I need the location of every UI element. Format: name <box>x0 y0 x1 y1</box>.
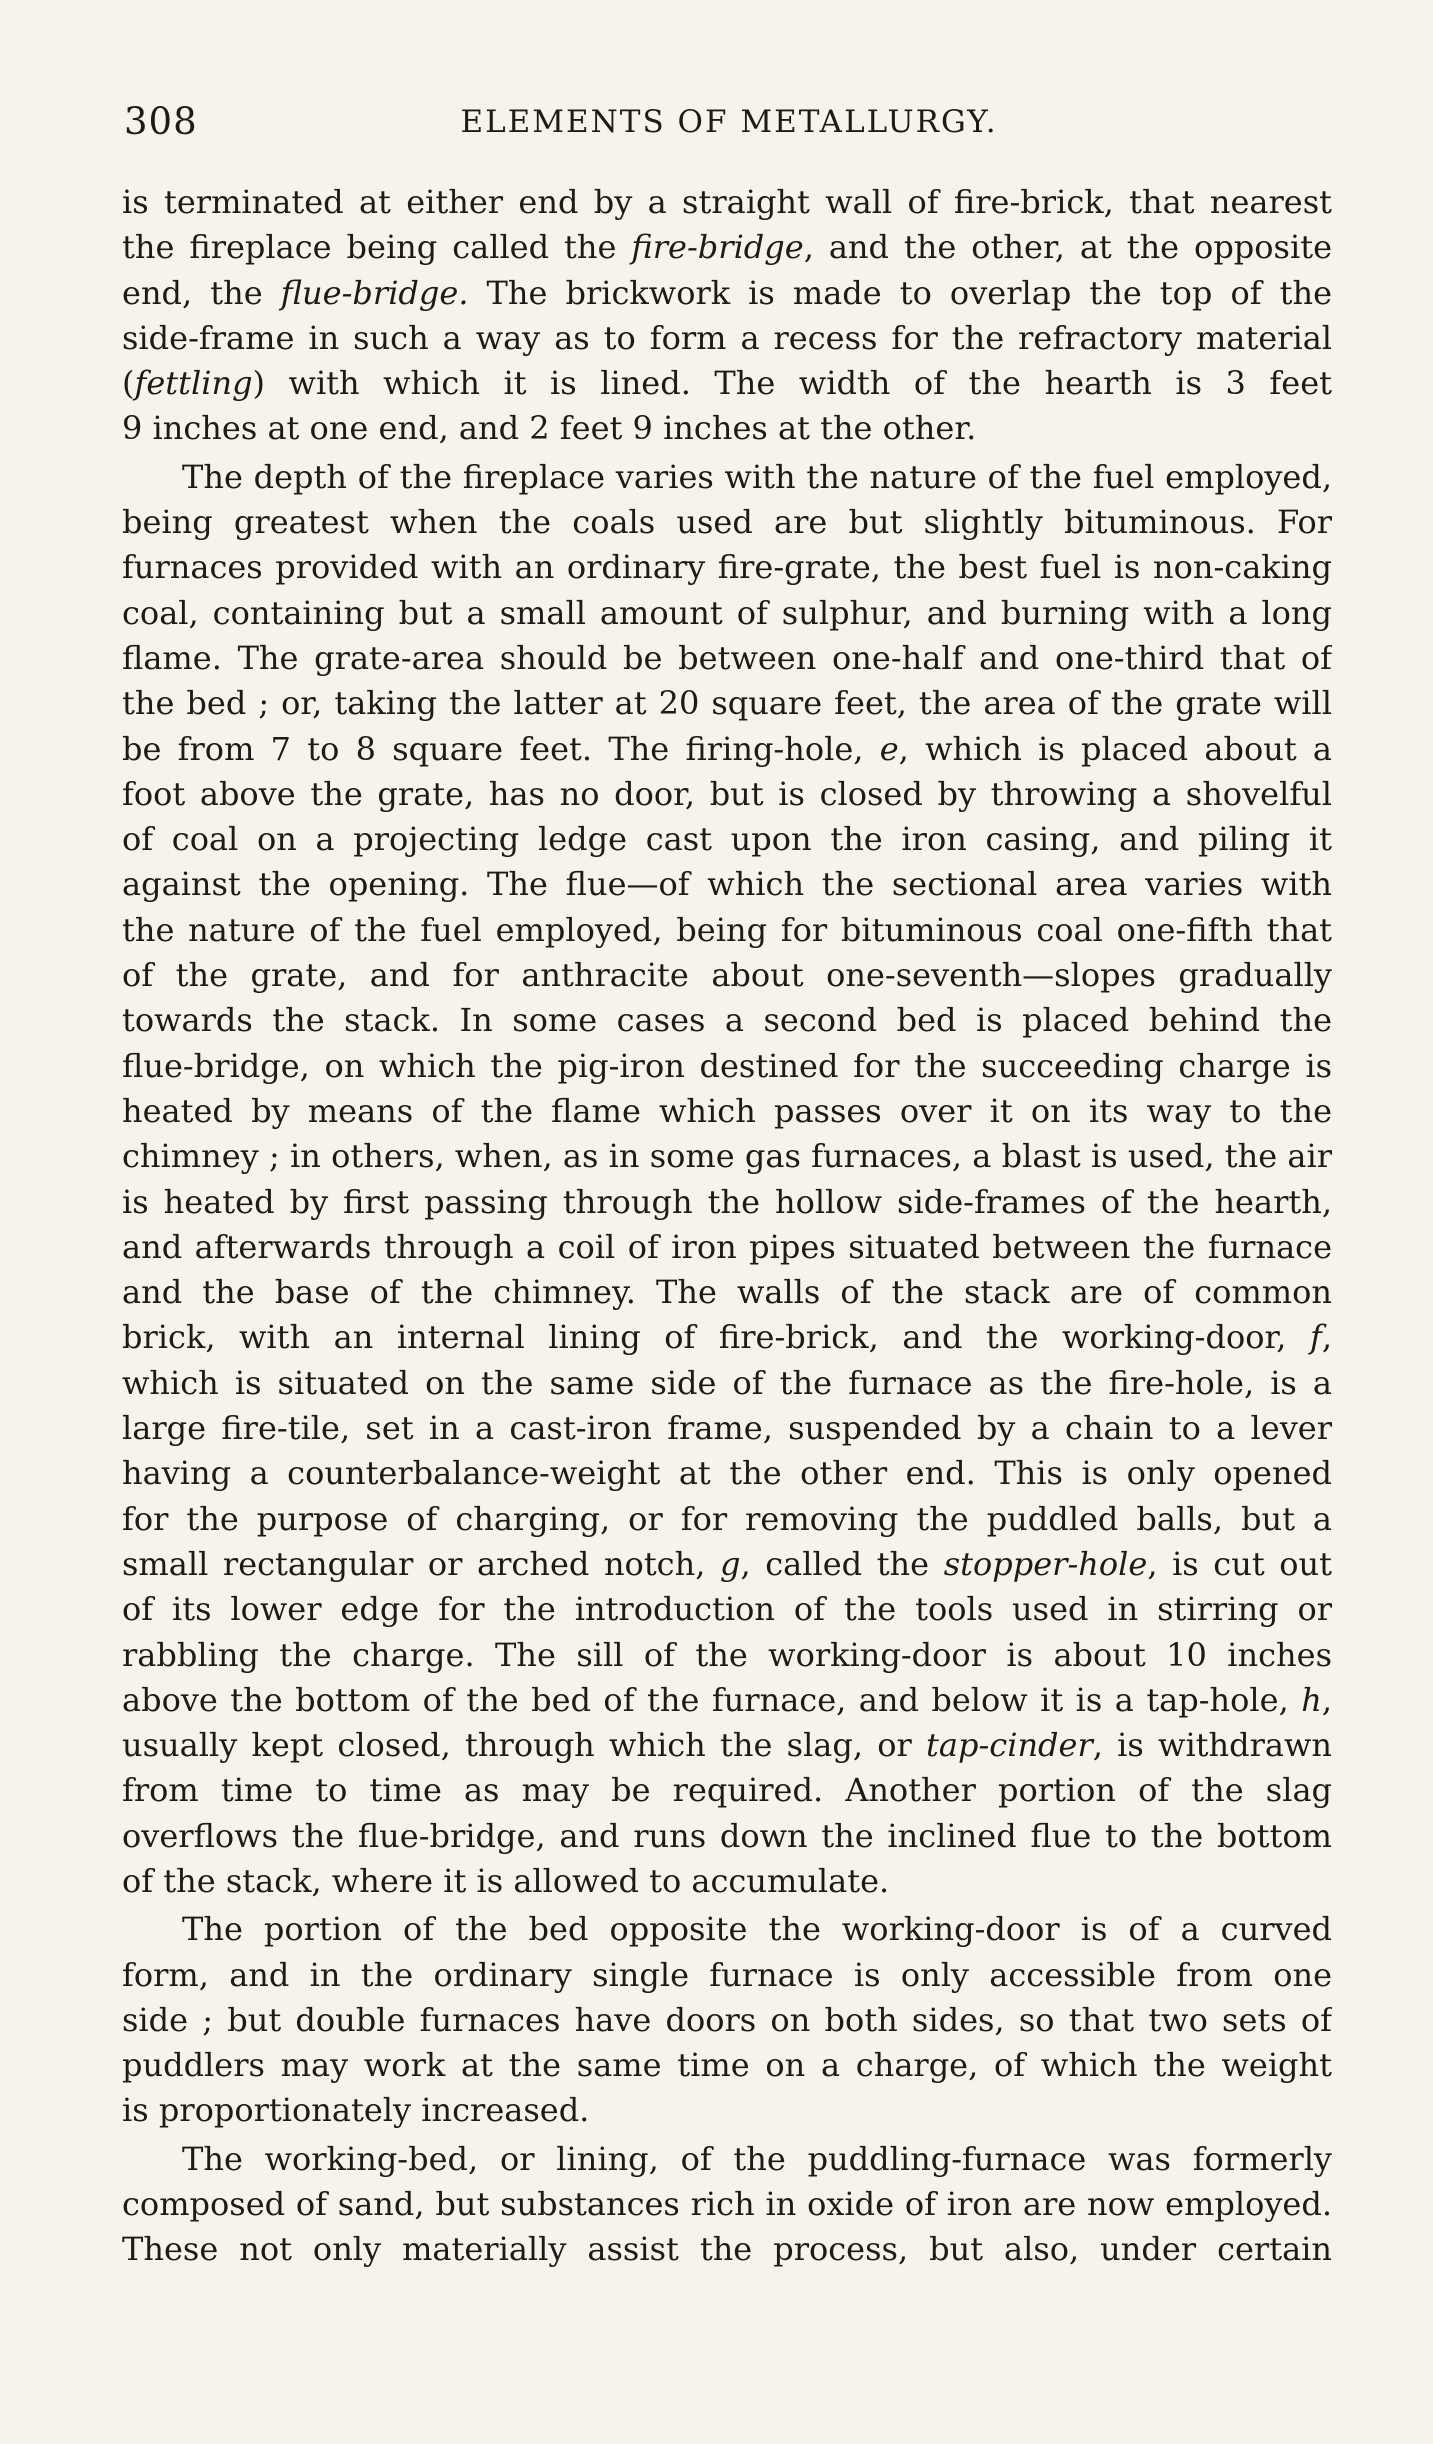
text-line: The depth of the fireplace varies with the nature of the fuel employed, <box>182 457 1332 496</box>
text-line: The portion of the bed opposite the working-door is of a curved <box>182 1910 1332 1949</box>
text-line: composed of sand, but substances rich in oxide of iron are now employed. <box>122 2185 1332 2224</box>
text-line: form, and in the ordinary single furnace is only accessible from one <box>122 1955 1332 1994</box>
running-head <box>124 100 1334 160</box>
paragraph <box>122 2137 1332 2273</box>
text-line: The working-bed, or lining, of the puddling-furnace was formerly <box>182 2139 1332 2178</box>
text-line: being greatest when the coals used are but slightly bituminous. For <box>122 503 1332 542</box>
text-line: of the stack, where it is allowed to accumulate. <box>122 1861 890 1900</box>
text-line: having a counterbalance-weight at the other end. This is only opened <box>122 1454 1332 1493</box>
text-line: heated by means of the flame which passes over it on its way to the <box>122 1091 1332 1130</box>
text-line: against the opening. The flue—of which the sectional area varies with <box>122 865 1332 904</box>
text-line: side-frame in such a way as to form a recess for the refractory material <box>122 318 1332 357</box>
text-line: be from 7 to 8 square feet. The firing-hole, e, which is placed about a <box>122 729 1332 768</box>
paragraph <box>122 1907 1332 2133</box>
text-line: the bed ; or, taking the latter at 20 square feet, the area of the grate will <box>122 684 1332 723</box>
text-line: of the grate, and for anthracite about one-seventh—slopes gradually <box>122 956 1332 995</box>
text-line: is terminated at either end by a straight wall of fire-brick, that nearest <box>122 183 1332 221</box>
text-line: the nature of the fuel employed, being for bituminous coal one-fifth that <box>122 910 1332 949</box>
text-line: small rectangular or arched notch, g, called the stopper-hole, is cut out <box>122 1544 1332 1583</box>
text-line: the fireplace being called the fire-bridge, and the other, at the opposite <box>122 228 1332 267</box>
text-line: from time to time as may be required. Another portion of the slag <box>122 1771 1332 1810</box>
paragraph <box>122 180 1332 452</box>
text-line: rabbling the charge. The sill of the working-door is about 10 inches <box>122 1635 1332 1674</box>
text-line: and the base of the chimney. The walls of the stack are of common <box>122 1273 1332 1312</box>
text-line: towards the stack. In some cases a second bed is placed behind the <box>122 1001 1332 1040</box>
text-line: foot above the grate, has no door, but is closed by throwing a shovelful <box>122 774 1332 813</box>
page-number: 308 <box>124 100 198 143</box>
text-line: usually kept closed, through which the slag, or tap-cinder, is withdrawn <box>122 1726 1332 1765</box>
text-line: above the bottom of the bed of the furnace, and below it is a tap-hole, h, <box>122 1680 1332 1719</box>
text-line: (fettling) with which it is lined. The width of the hearth is 3 feet <box>122 364 1332 403</box>
text-line: 9 inches at one end, and 2 feet 9 inches at the other. <box>122 409 977 448</box>
text-line: large fire-tile, set in a cast-iron frame, suspended by a chain to a lever <box>122 1409 1332 1448</box>
text-line: flame. The grate-area should be between one-half and one-third that of <box>122 638 1332 677</box>
text-line: These not only materially assist the process, but also, under certain <box>122 2230 1332 2269</box>
text-line: of its lower edge for the introduction of the tools used in stirring or <box>122 1590 1332 1629</box>
text-line: furnaces provided with an ordinary fire-grate, the best fuel is non-caking <box>122 548 1332 587</box>
text-line: flue-bridge, on which the pig-iron destined for the succeeding charge is <box>122 1046 1332 1085</box>
running-title: ELEMENTS OF METALLURGY. <box>460 104 998 140</box>
text-line: of coal on a projecting ledge cast upon the iron casing, and piling it <box>122 820 1332 859</box>
text-line: brick, with an internal lining of fire-brick, and the working-door, f, <box>122 1318 1332 1357</box>
text-line: end, the flue-bridge. The brickwork is made to overlap the top of the <box>122 273 1332 312</box>
paragraph <box>122 455 1332 1905</box>
text-line: side ; but double furnaces have doors on both sides, so that two sets of <box>122 2000 1332 2039</box>
text-line: is proportionately increased. <box>122 2091 590 2130</box>
text-line: chimney ; in others, when, as in some gas furnaces, a blast is used, the air <box>122 1137 1332 1176</box>
body-text <box>122 180 1332 2273</box>
text-line: for the purpose of charging, or for removing the puddled balls, but a <box>122 1499 1332 1538</box>
text-line: is heated by first passing through the hollow side-frames of the hearth, <box>122 1182 1332 1221</box>
text-line: and afterwards through a coil of iron pipes situated between the furnace <box>122 1227 1332 1266</box>
text-line: overflows the flue-bridge, and runs down the inclined flue to the bottom <box>122 1816 1332 1855</box>
text-line: which is situated on the same side of the furnace as the fire-hole, is a <box>122 1363 1332 1402</box>
text-line: puddlers may work at the same time on a charge, of which the weight <box>122 2046 1332 2085</box>
text-line: coal, containing but a small amount of sulphur, and burning with a long <box>122 593 1332 632</box>
